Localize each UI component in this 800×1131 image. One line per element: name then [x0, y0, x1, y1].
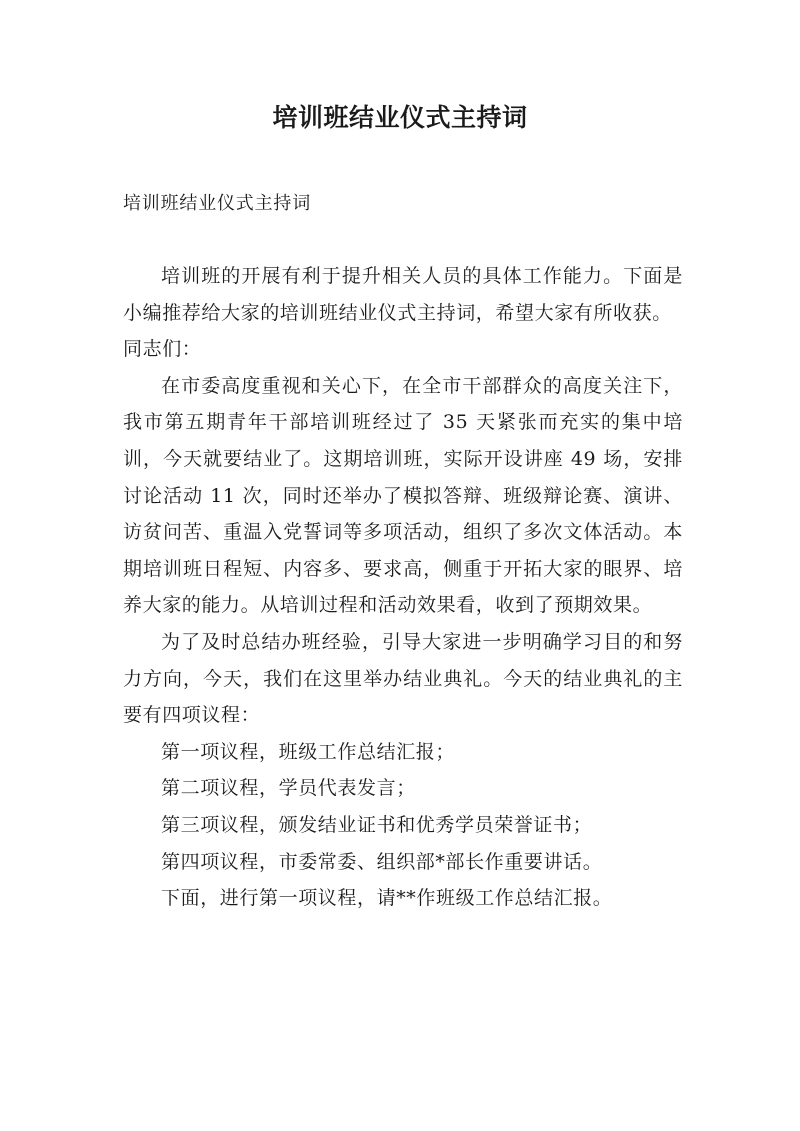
- document-body: [123, 258, 683, 917]
- salutation: 同志们：: [123, 338, 202, 361]
- closing-paragraph: 下面，进行第一项议程，请**作班级工作总结汇报。: [161, 887, 613, 910]
- document-subtitle: 培训班结业仪式主持词: [123, 193, 311, 214]
- agenda-item-2: 第二项议程，学员代表发言；: [161, 777, 416, 800]
- document-title: 培训班结业仪式主持词: [272, 103, 528, 132]
- agenda-item-3: 第三项议程，颁发结业证书和优秀学员荣誉证书；: [161, 813, 593, 836]
- agenda-item-4: 第四项议程，市委常委、组织部*部长作重要讲话。: [161, 850, 603, 873]
- purpose-paragraph: 为了及时总结办班经验，引导大家进一步明确学习目的和努力方向，今天，我们在这里举办结业典礼。今天的结业典礼的主要有四项议程：: [123, 630, 683, 727]
- agenda-item-1: 第一项议程，班级工作总结汇报；: [161, 740, 456, 763]
- background-paragraph: 在市委高度重视和关心下，在全市干部群众的高度关注下，我市第五期青年干部培训班经过了 35 天紧张而充实的集中培训，今天就要结业了。这期培训班，实际开设讲座 49 场，安排讨论活动 11 次，同时还举办了模拟答辩、班级辩论赛、演讲、访贫问苦、重温入党誓词等多项活动，组织了多次文体活动。本期培训班日程短、内容多、要求高，侧重于开拓大家的眼界、培养大家的能力。从培训过程和活动效果看，收到了预期效果。: [123, 374, 683, 617]
- intro-paragraph: 培训班的开展有利于提升相关人员的具体工作能力。下面是小编推荐给大家的培训班结业仪式主持词，希望大家有所收获。: [123, 265, 683, 324]
